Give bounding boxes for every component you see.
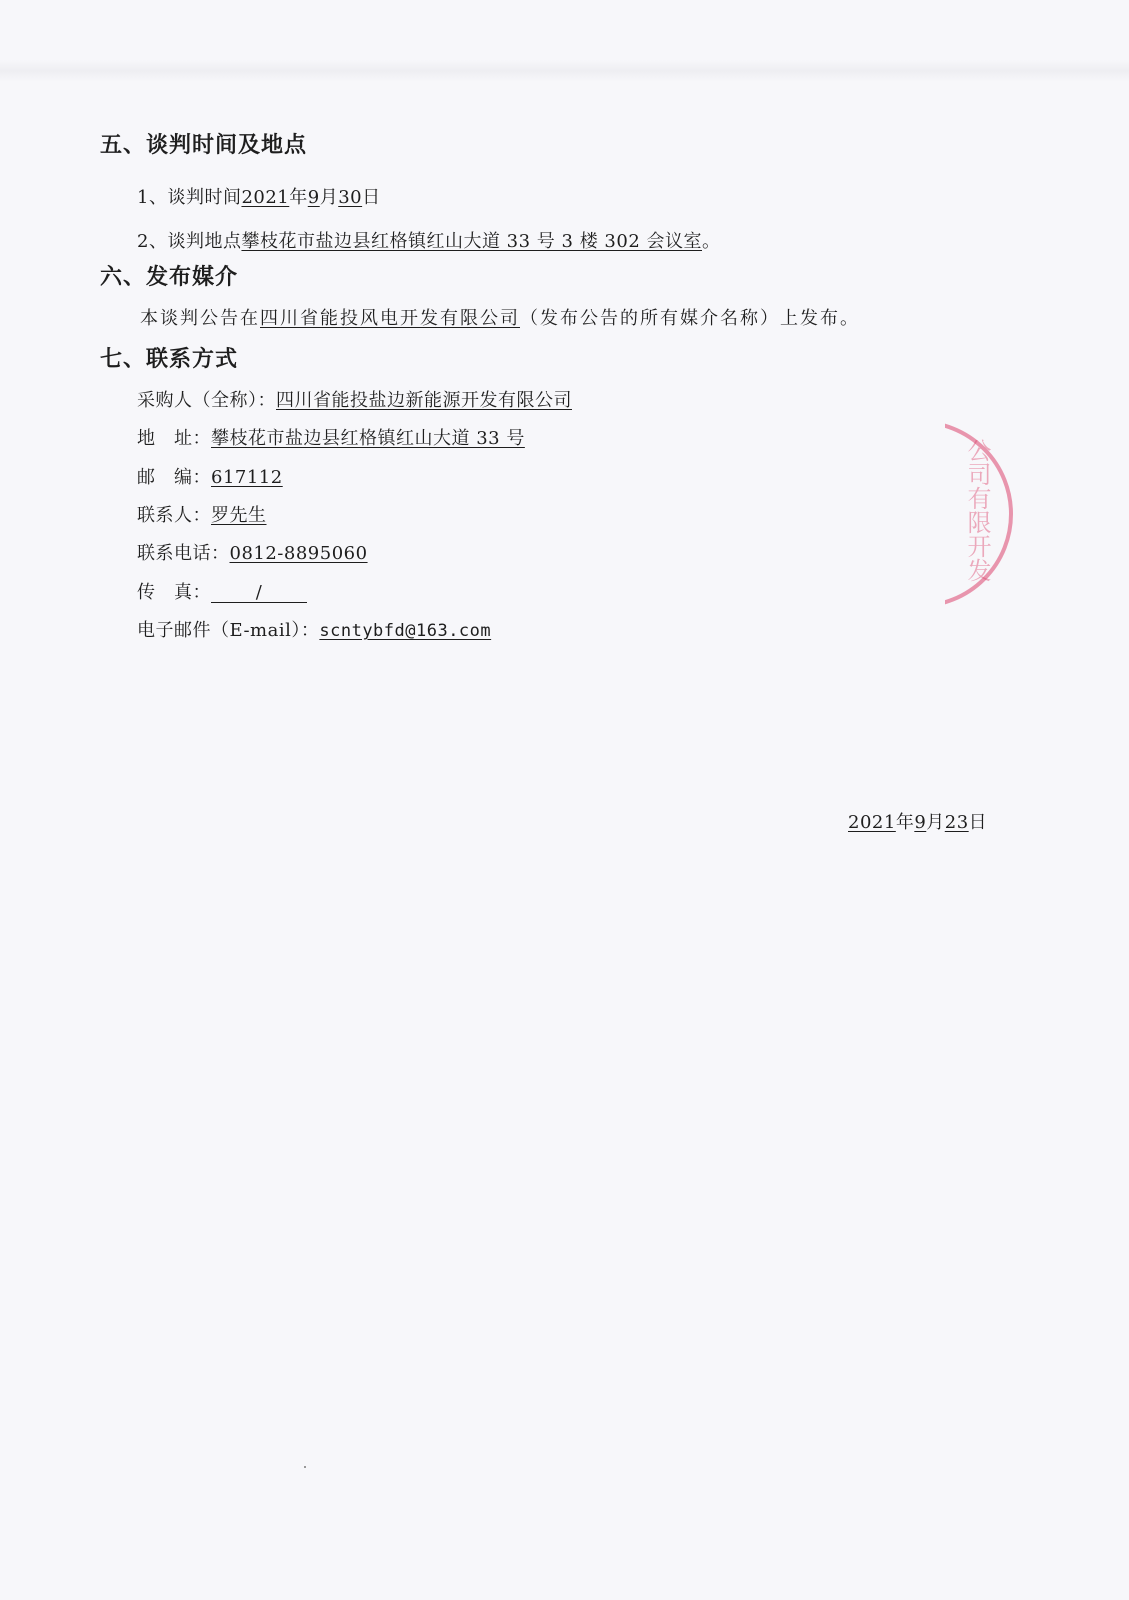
negotiation-year: 2021 — [241, 187, 290, 208]
negotiation-place-value: 攀枝花市盐边县红格镇红山大道 33 号 3 楼 302 会议室 — [241, 231, 702, 252]
date-day: 23 — [944, 812, 969, 833]
scan-artifact — [0, 60, 1129, 82]
date-month-char: 月 — [926, 812, 945, 833]
negotiation-time-label: 1、谈判时间 — [137, 187, 242, 208]
email-line — [137, 616, 491, 642]
contact-value: 罗先生 — [211, 505, 267, 526]
negotiation-time-line — [137, 183, 381, 209]
phone-line — [137, 539, 368, 565]
negotiation-place-label: 2、谈判地点 — [137, 231, 242, 252]
negotiation-place-line — [137, 227, 721, 253]
signature-date — [848, 808, 987, 834]
address-label: 地 址： — [137, 428, 211, 449]
fax-label: 传 真： — [137, 582, 211, 603]
purchaser-value: 四川省能投盐边新能源开发有限公司 — [276, 390, 572, 411]
fax-line — [137, 578, 307, 604]
day-char: 日 — [362, 187, 381, 208]
date-day-char: 日 — [968, 812, 988, 833]
date-year: 2021 — [848, 812, 896, 833]
section5-heading: 五、谈判时间及地点 — [100, 132, 308, 158]
month-char: 月 — [319, 187, 339, 208]
contact-line — [137, 501, 267, 527]
seal-text: 公司有限开发 — [963, 438, 991, 582]
date-year-char: 年 — [895, 812, 915, 833]
purchaser-label: 采购人（全称）： — [137, 390, 276, 411]
contact-label: 联系人： — [137, 505, 211, 526]
negotiation-month: 9 — [307, 187, 320, 208]
purchaser-line — [137, 386, 572, 412]
postcode-line — [137, 463, 283, 489]
phone-label: 联系电话： — [137, 543, 230, 564]
year-char: 年 — [289, 187, 308, 208]
date-month: 9 — [914, 812, 927, 833]
media-text-before: 本谈判公告在 — [140, 308, 260, 329]
postcode-value: 617112 — [211, 467, 283, 488]
company-seal — [945, 420, 1017, 620]
email-label: 电子邮件（E-mail）： — [137, 620, 320, 641]
media-text-after: （发布公告的所有媒介名称）上发布。 — [520, 308, 860, 329]
media-line — [140, 304, 860, 330]
email-value: scntybfd@163.com — [319, 621, 492, 641]
period: 。 — [702, 231, 721, 252]
section7-heading: 七、联系方式 — [100, 346, 239, 372]
negotiation-day: 30 — [338, 187, 363, 208]
address-value: 攀枝花市盐边县红格镇红山大道 33 号 — [211, 428, 525, 449]
media-name: 四川省能投风电开发有限公司 — [260, 308, 520, 329]
postcode-label: 邮 编： — [137, 467, 211, 488]
section6-heading: 六、发布媒介 — [100, 264, 239, 290]
address-line — [137, 424, 525, 450]
scan-speck — [304, 1466, 306, 1468]
fax-value: / — [211, 584, 307, 603]
phone-value: 0812-8895060 — [229, 543, 368, 564]
